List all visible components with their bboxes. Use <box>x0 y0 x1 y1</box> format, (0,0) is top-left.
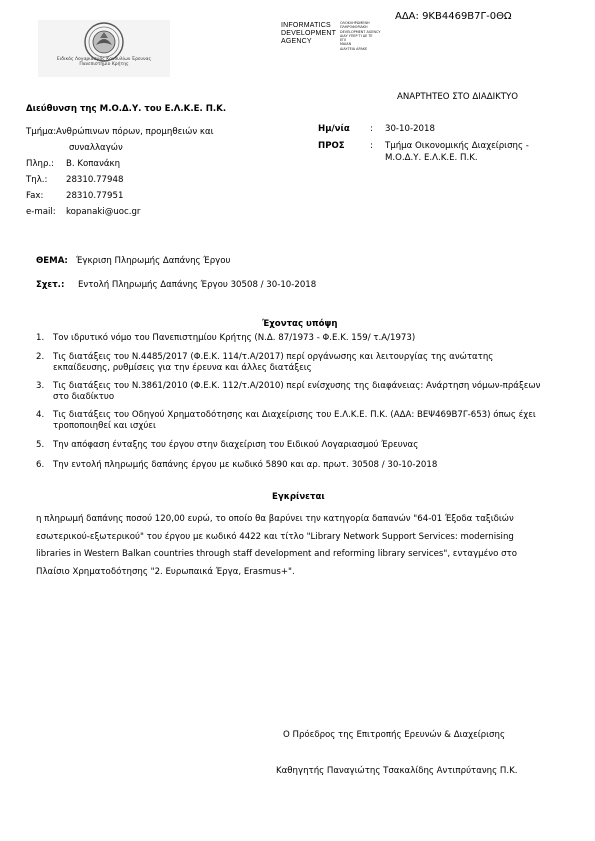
list-item-number: 3. <box>36 381 45 391</box>
list-item-text: Τον ιδρυτικό νόμο του Πανεπιστημίου Κρήτης (Ν.Δ. 87/1973 - Φ.Ε.Κ. 159/ τ.Α/1973) <box>53 333 416 343</box>
itd-small-line: ΕΠΙ <box>340 38 346 43</box>
dept-value-line2: συναλλαγών <box>69 143 123 153</box>
list-item-number: 5. <box>36 440 45 450</box>
list-item-text: Την απόφαση ένταξης του έργου στην διαχείριση του Ειδικού Λογαριασμού Έρευνας <box>53 440 419 450</box>
subject-value: Έγκριση Πληρωμής Δαπάνης Έργου <box>76 256 231 266</box>
logo-caption-line1: Ειδικός Λογαριασμός Κονδυλίων Έρευνας <box>56 57 152 62</box>
list-item-text: Τις διατάξεις του Ν.4485/2017 (Φ.Ε.Κ. 114/τ.Α/2017) περί οργάνωσης και λειτουργίας της ανώτατης εκπαίδευσης, ρυθμίσεις για την έρευνα και άλλες διατάξεις <box>53 352 494 373</box>
university-logo <box>38 20 170 77</box>
date-colon: : <box>370 124 373 134</box>
itd-small-line: ΟΛΟΚΛΗΡΩΜΕΝΗ <box>340 21 370 25</box>
to-value-line2: Μ.Ο.Δ.Υ. Ε.Λ.Κ.Ε. Π.Κ. <box>385 153 478 163</box>
itd-small-line: ΔΙΑΥΓΕΙΑ ΑΡΑΚΕ <box>340 46 368 51</box>
email-link[interactable]: kopanaki@uoc.gr <box>66 207 141 217</box>
dept-value-line1: Ανθρώπινων πόρων, προμηθειών και <box>56 127 214 137</box>
info-value: Β. Κοπανάκη <box>66 159 121 169</box>
considering-heading: Έχοντας υπόψη <box>262 319 338 329</box>
reference-label: Σχετ.: <box>36 280 65 290</box>
date-label: Ημ/νία <box>318 124 350 134</box>
dept-label: Τμήμα: <box>26 127 57 137</box>
itd-small-line: ΜΑΙΑΝ <box>340 42 352 47</box>
approval-paragraph: η πληρωμή δαπάνης ποσού 120,00 ευρώ, το οποίο θα βαρύνει την κατηγορία δαπανών "64-01 Έξοδα ταξιδιών εσωτερικού-εξωτερικού" του έργου με κωδικό 4422 και τίτλο "Library Network Support Services: modernising libraries in Western Balkan countries through staff development and reforming library services", ενταγμένο στο Πλαίσιο Χρηματοδότησης "2. Ευρωπαικά Έργα, Erasmus+". <box>36 514 517 577</box>
ada-code: ΑΔΑ: 9ΚΒ4469Β7Γ-0ΘΩ <box>395 11 512 22</box>
itd-line3: AGENCY <box>281 38 312 46</box>
to-colon: : <box>370 141 373 151</box>
fax-label: Fax: <box>26 191 44 201</box>
approval-heading: Εγκρίνεται <box>272 492 325 502</box>
list-item-number: 1. <box>36 333 45 343</box>
info-label: Πληρ.: <box>26 159 55 169</box>
email-label: e-mail: <box>26 207 56 217</box>
subject-label: ΘΕΜΑ: <box>36 256 68 266</box>
tel-value: 28310.77948 <box>66 175 124 185</box>
university-seal-icon <box>38 20 170 77</box>
fax-value: 28310.77951 <box>66 191 124 201</box>
list-item-text: Την εντολή πληρωμής δαπάνης έργου με κωδικό 5890 και αρ. πρωτ. 30508 / 30-10-2018 <box>53 460 438 470</box>
itd-small-line: DEVELOPMENT AGENCY <box>340 29 381 34</box>
itd-small-line: ΔΙΑΥ ΥΠΕΡ ΤΙ ΔΕ ΤΕ <box>340 33 373 38</box>
list-item-number: 2. <box>36 352 45 362</box>
published-note: ΑΝΑΡΤΗΤΕΟ ΣΤΟ ΔΙΑΔΙΚΤΥΟ <box>397 92 519 102</box>
list-item-text: Τις διατάξεις του Ν.3861/2010 (Φ.Ε.Κ. 112/τ.Α/2010) περί ενίσχυσης της διαφάνειας: Ανάρτηση νόμων-πράξεων στο διαδίκτυο <box>53 381 541 402</box>
reference-value: Εντολή Πληρωμής Δαπάνης Έργου 30508 / 30-10-2018 <box>78 280 317 290</box>
itd-line1: INFORMATICS <box>281 22 331 29</box>
list-item-number: 4. <box>36 410 45 420</box>
to-value-line1: Τμήμα Οικονομικής Διαχείρισης - <box>385 141 529 151</box>
logo-caption-line2: Πανεπιστήμιο Κρήτης <box>79 62 129 67</box>
date-value: 30-10-2018 <box>385 124 435 134</box>
itd-line2: DEVELOPMENT <box>281 30 337 38</box>
tel-label: Τηλ.: <box>26 175 48 185</box>
signature-role: Ο Πρόεδρος της Επιτροπής Ερευνών & Διαχείρισης <box>283 730 505 740</box>
itd-small-line: ΠΛΗΡΟΦΟΡΙΑΚΗ <box>340 25 368 30</box>
list-item-text: Τις διατάξεις του Οδηγού Χρηματοδότησης και Διαχείρισης του Ε.Λ.Κ.Ε. Π.Κ. (ΑΔΑ: ΒΕΨ469Β7Γ-653) όπως έχει τροποποιηθεί και ισχύει <box>53 410 536 431</box>
logo-caption <box>38 57 170 67</box>
list-item-number: 6. <box>36 460 45 470</box>
directorate-heading: Διεύθυνση της Μ.Ο.Δ.Υ. του Ε.Λ.Κ.Ε. Π.Κ. <box>26 104 227 114</box>
informatics-agency-mark <box>281 22 336 47</box>
signature-name: Καθηγητής Παναγιώτης Τσακαλίδης Αντιπρύτανης Π.Κ. <box>276 766 518 776</box>
informatics-agency-small-text <box>340 21 380 51</box>
to-label: ΠΡΟΣ <box>318 141 345 151</box>
